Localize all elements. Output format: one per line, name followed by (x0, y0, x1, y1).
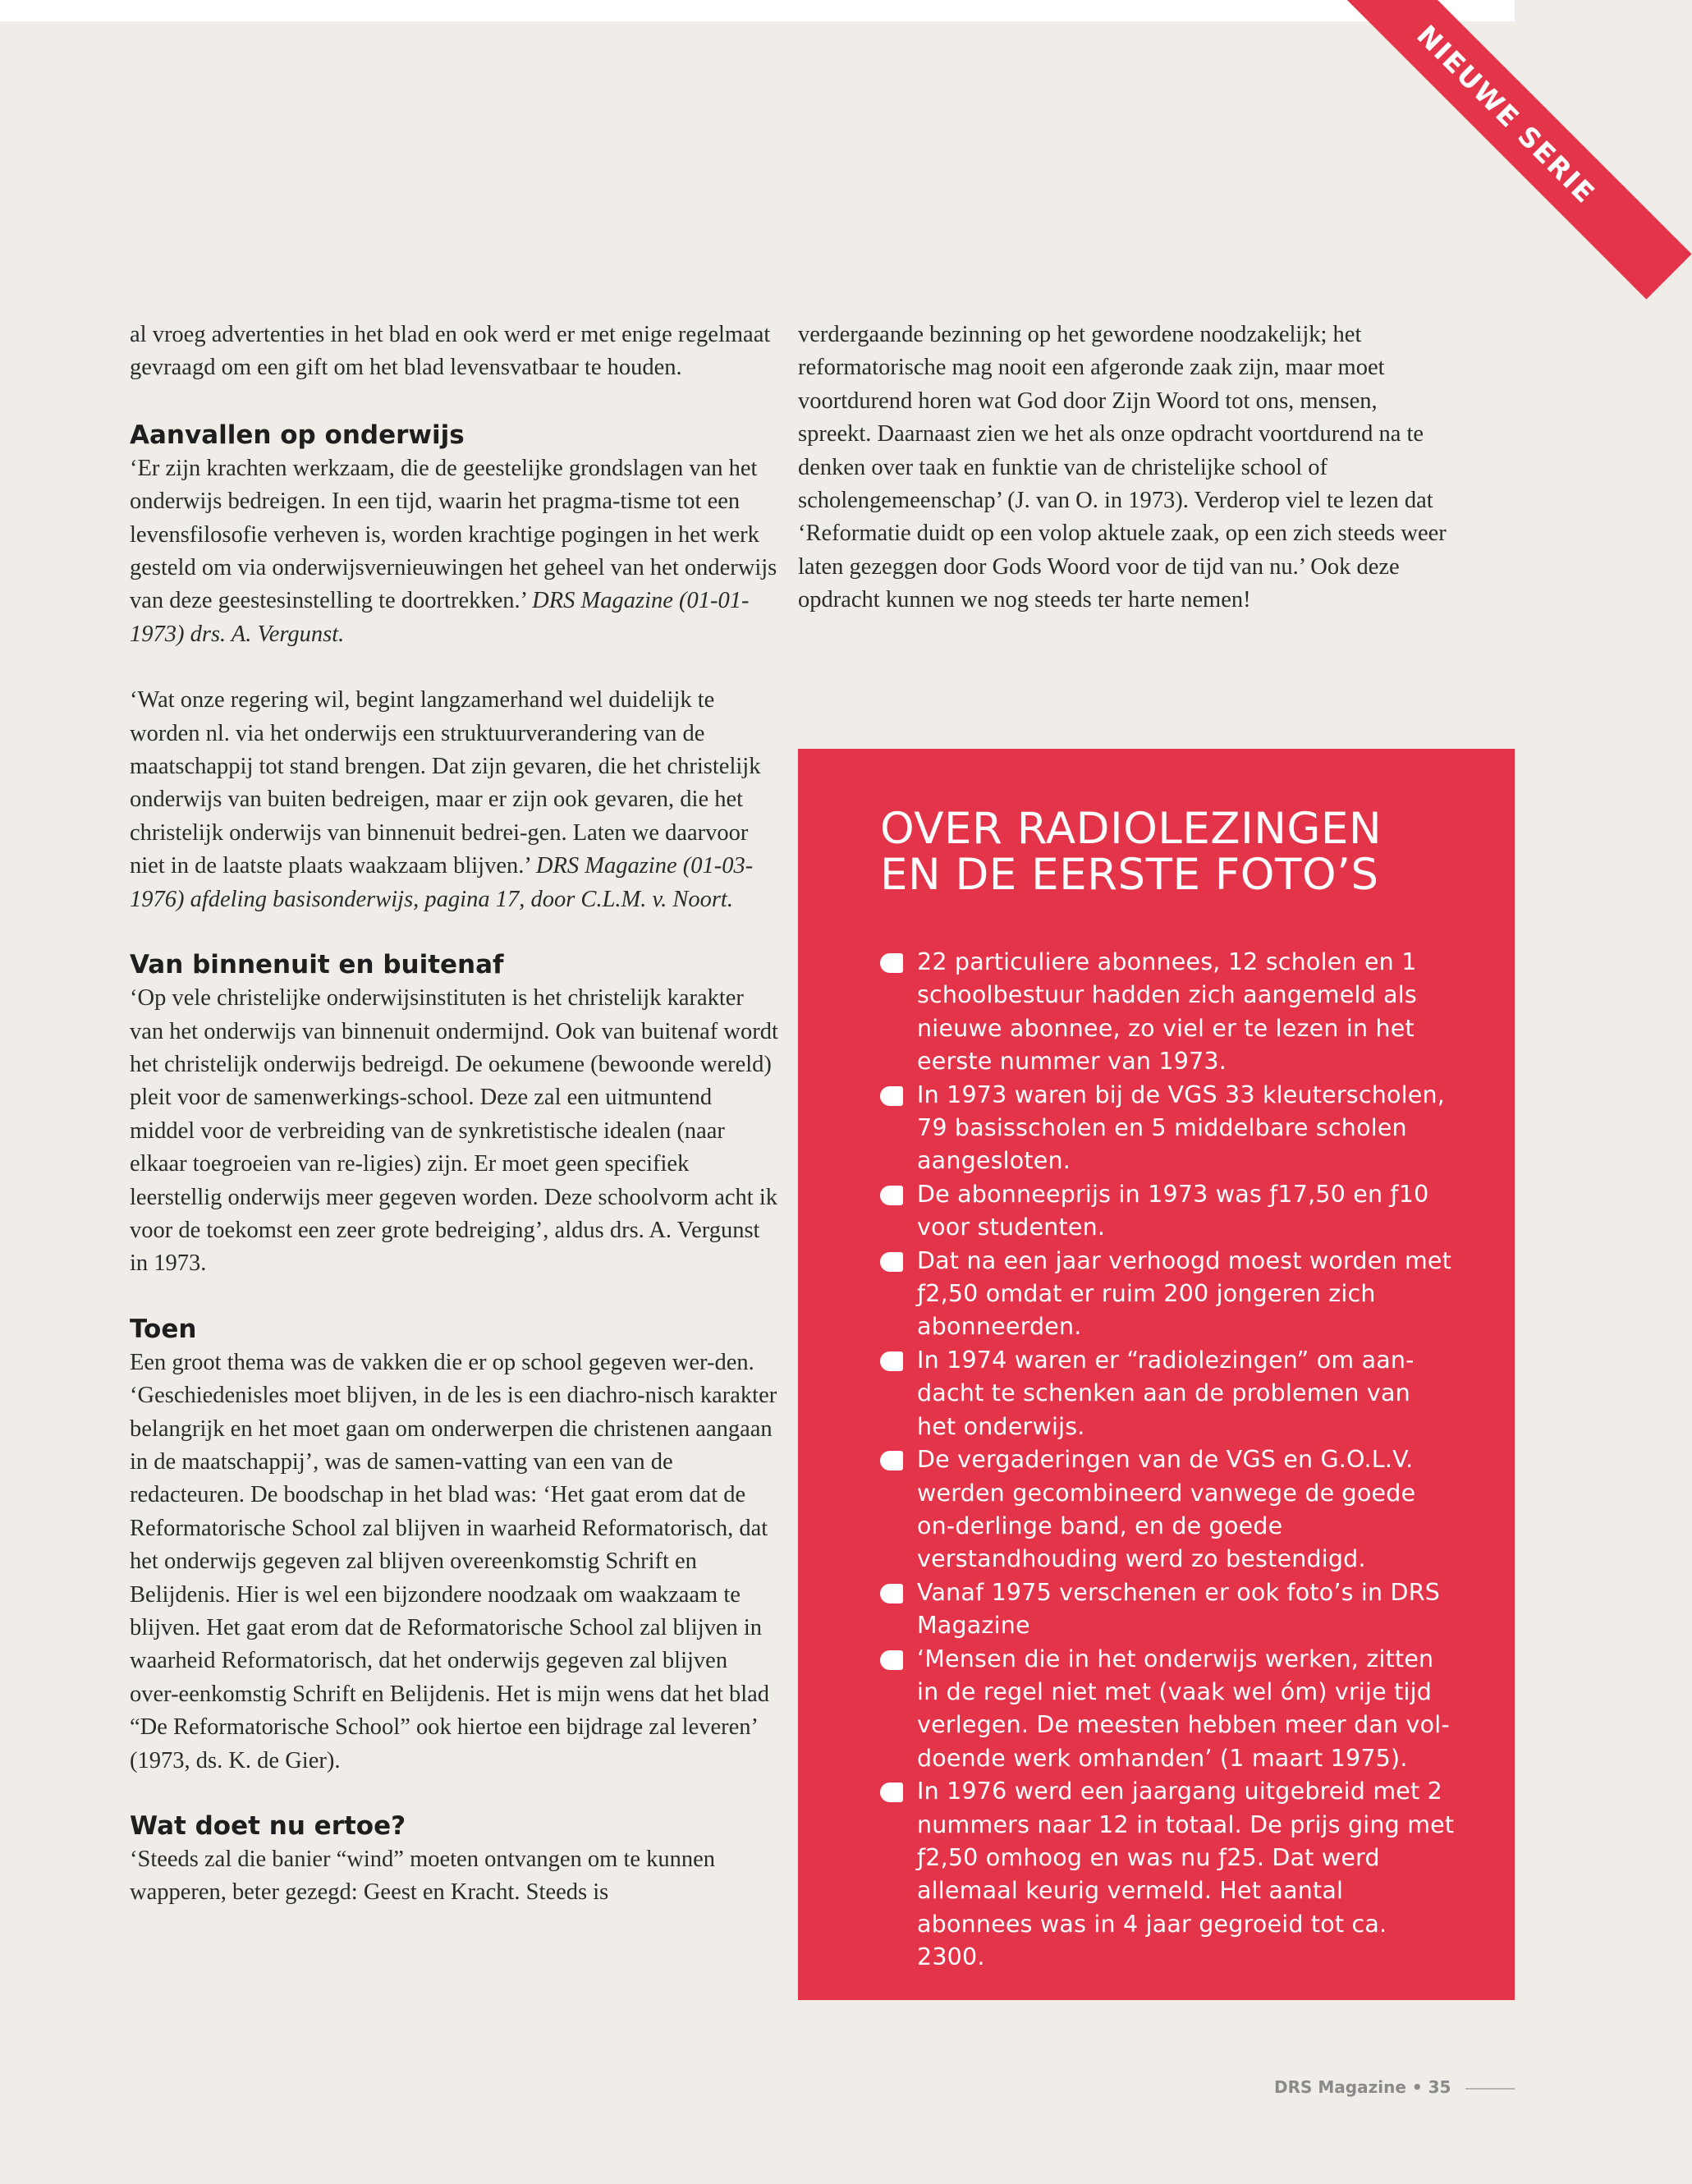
bullet-icon (880, 1086, 903, 1106)
source-citation: DRS Magazine (01-01-1973) drs. A. Vergunst. (130, 588, 750, 647)
paragraph: ‘Op vele christelijke onderwijsinstituten is het christelijk karakter van het onderwijs van binnenuit ondermijnd. Ook van buitenaf wordt het christelijk onderwijs bedreigd. De oekumene (bewoonde wereld) pleit voor de samenwerkings-school. Deze zal een uitmuntend middel voor de verbreiding van de synkretistische idealen (naar elkaar toegroeien van re-ligies) zijn. Er moet geen specifiek leerstellig onderwijs meer gegeven worden. Deze schoolvorm acht ik voor de toekomst een zeer grote bedreiging’, aldus drs. A. Vergunst in 1973. (130, 985, 778, 1277)
paragraph: verdergaande bezinning op het gewordene noodzakelijk; het reformatorische mag nooit een afgeronde zaak zijn, maar moet voortdurend horen wat God door Zijn Woord tot ons, mensen, spreekt. Daarnaast zien we het als onze opdracht voortdurend na te denken over taak en funktie van de christelijke school of scholengemeenschap’ (J. van O. in 1973). Verderop viel te lezen dat ‘Reformatie duidt op een volop aktuele zaak, op een zich steeds weer laten gezeggen door Gods Woord voor de tijd van nu.’ Ook deze opdracht kunnen we nog steeds ter harte nemen! (798, 322, 1447, 613)
list-item: In 1974 waren er “radiolezingen” om aan-dacht te schenken aan de problemen van het onderwijs. (880, 1344, 1455, 1443)
bullet-icon (880, 1584, 903, 1604)
quote-paragraph: ‘Wat onze regering wil, begint langzamerhand wel duidelijk te worden nl. via het onderwijs een struktuurverandering van de maatschappij tot stand brengen. Dat zijn gevaren, die het christelijk onderwijs van buiten bedreigen, maar er zijn ook gevaren, die het christelijk onderwijs van binnenuit bedrei-gen. Laten we daarvoor niet in de laatste plaats waakzaam blijven.’ DRS Magazine (01-03-1976) afdeling basisonderwijs, pagina 17, door C.L.M. v. Noort. (130, 687, 761, 912)
left-column (130, 319, 778, 1910)
sidebar-list (880, 946, 1455, 1975)
sidebar-title: OVER RADIOLEZINGEN EN DE EERSTE FOTO’S (880, 804, 1382, 900)
list-item: Vanaf 1975 verschenen er ook foto’s in DRS Magazine (880, 1576, 1455, 1643)
sidebar-box (798, 749, 1515, 2000)
list-item: ‘Mensen die in het onderwijs werken, zitten in de regel niet met (vaak wel óm) vrije tijd verlegen. De meesten hebben meer dan vol-doende werk omhanden’ (1 maart 1975). (880, 1643, 1455, 1776)
page-footer: DRS Magazine • 35 (1274, 2077, 1451, 2097)
list-item: De vergaderingen van de VGS en G.O.L.V. werden gecombineerd vanwege de goede on-derlinge band, en de goede verstandhouding werd zo bestendigd. (880, 1443, 1455, 1576)
list-item: De abonneeprijs in 1973 was ƒ17,50 en ƒ10 voor studenten. (880, 1178, 1455, 1245)
section-heading: Wat doet nu ertoe? (130, 1811, 406, 1842)
paragraph: Een groot thema was de vakken die er op school gegeven wer-den. ‘Geschiedenisles moet blijven, in de les is een diachro-nisch karakter belangrijk en het moet gaan om onderwerpen die christenen aangaan in de maatschappij’, was de samen-vatting van een van de redacteuren. De boodschap in het blad was: ‘Het gaat erom dat de Reformatorische School zal blijven in waarheid Reformatorisch, dat het onderwijs gegeven zal blijven overeenkomstig Schrift en Belijdenis. Hier is wel een bijzondere noodzaak om waakzaam te blijven. Het gaat erom dat de Reformatorische School zal blijven in waarheid Reformatorisch, dat het onderwijs gegeven zal blijven over-eenkomstig Schrift en Belijdenis. Het is mijn wens dat het blad “De Reformatorische School” ook hiertoe een bijdrage zal leveren’ (1973, ds. K. de Gier). (130, 1349, 777, 1773)
new-series-banner: NIEUWE SERIE (1321, 0, 1691, 300)
source-citation: DRS Magazine (01-03-1976) afdeling basisonderwijs, pagina 17, door C.L.M. v. Noort. (130, 853, 754, 912)
footer-rule (1465, 2088, 1515, 2090)
paragraph: ‘Steeds zal die banier “wind” moeten ontvangen om te kunnen wapperen, beter gezegd: Geest en Kracht. Steeds is (130, 1847, 716, 1906)
right-column (798, 319, 1447, 617)
bullet-icon (880, 1252, 903, 1272)
paragraph: al vroeg advertenties in het blad en ook werd er met enige regelmaat gevraagd om een gift om het blad levensvatbaar te houden. (130, 322, 771, 381)
list-item: 22 particuliere abonnees, 12 scholen en 1 schoolbestuur hadden zich aangemeld als nieuwe abonnee, zo viel er te lezen in het eerste nummer van 1973. (880, 946, 1455, 1079)
list-item: In 1973 waren bij de VGS 33 kleuterscholen, 79 basisscholen en 5 middelbare scholen aangesloten. (880, 1079, 1455, 1178)
corner-ribbon (1203, 0, 1603, 312)
list-item: Dat na een jaar verhoogd moest worden met ƒ2,50 omdat er ruim 200 jongeren zich abonneerden. (880, 1245, 1455, 1344)
bullet-icon (880, 1783, 903, 1802)
bullet-icon (880, 953, 903, 973)
bullet-icon (880, 1351, 903, 1371)
list-item: In 1976 werd een jaargang uitgebreid met 2 nummers naar 12 in totaal. De prijs ging met ƒ2,50 omhoog en was nu ƒ25. Dat werd allemaal keurig vermeld. Het aantal abonnees was in 4 jaar gegroeid tot ca. 2300. (880, 1775, 1455, 1974)
section-heading: Toen (130, 1314, 197, 1344)
quote-paragraph: ‘Er zijn krachten werkzaam, die de geestelijke grondslagen van het onderwijs bedreigen. In een tijd, waarin het pragma-tisme tot een levensfilosofie verheven is, worden krachtige pogingen in het werk gesteld om via onderwijsvernieuwingen het geheel van het onderwijs van deze geestesinstelling te doortrekken.’ DRS Magazine (01-01-1973) drs. A. Vergunst. (130, 455, 777, 647)
section-heading: Aanvallen op onderwijs (130, 420, 465, 450)
bullet-icon (880, 1451, 903, 1471)
bullet-icon (880, 1186, 903, 1205)
section-heading: Van binnenuit en buitenaf (130, 950, 504, 980)
bullet-icon (880, 1650, 903, 1670)
